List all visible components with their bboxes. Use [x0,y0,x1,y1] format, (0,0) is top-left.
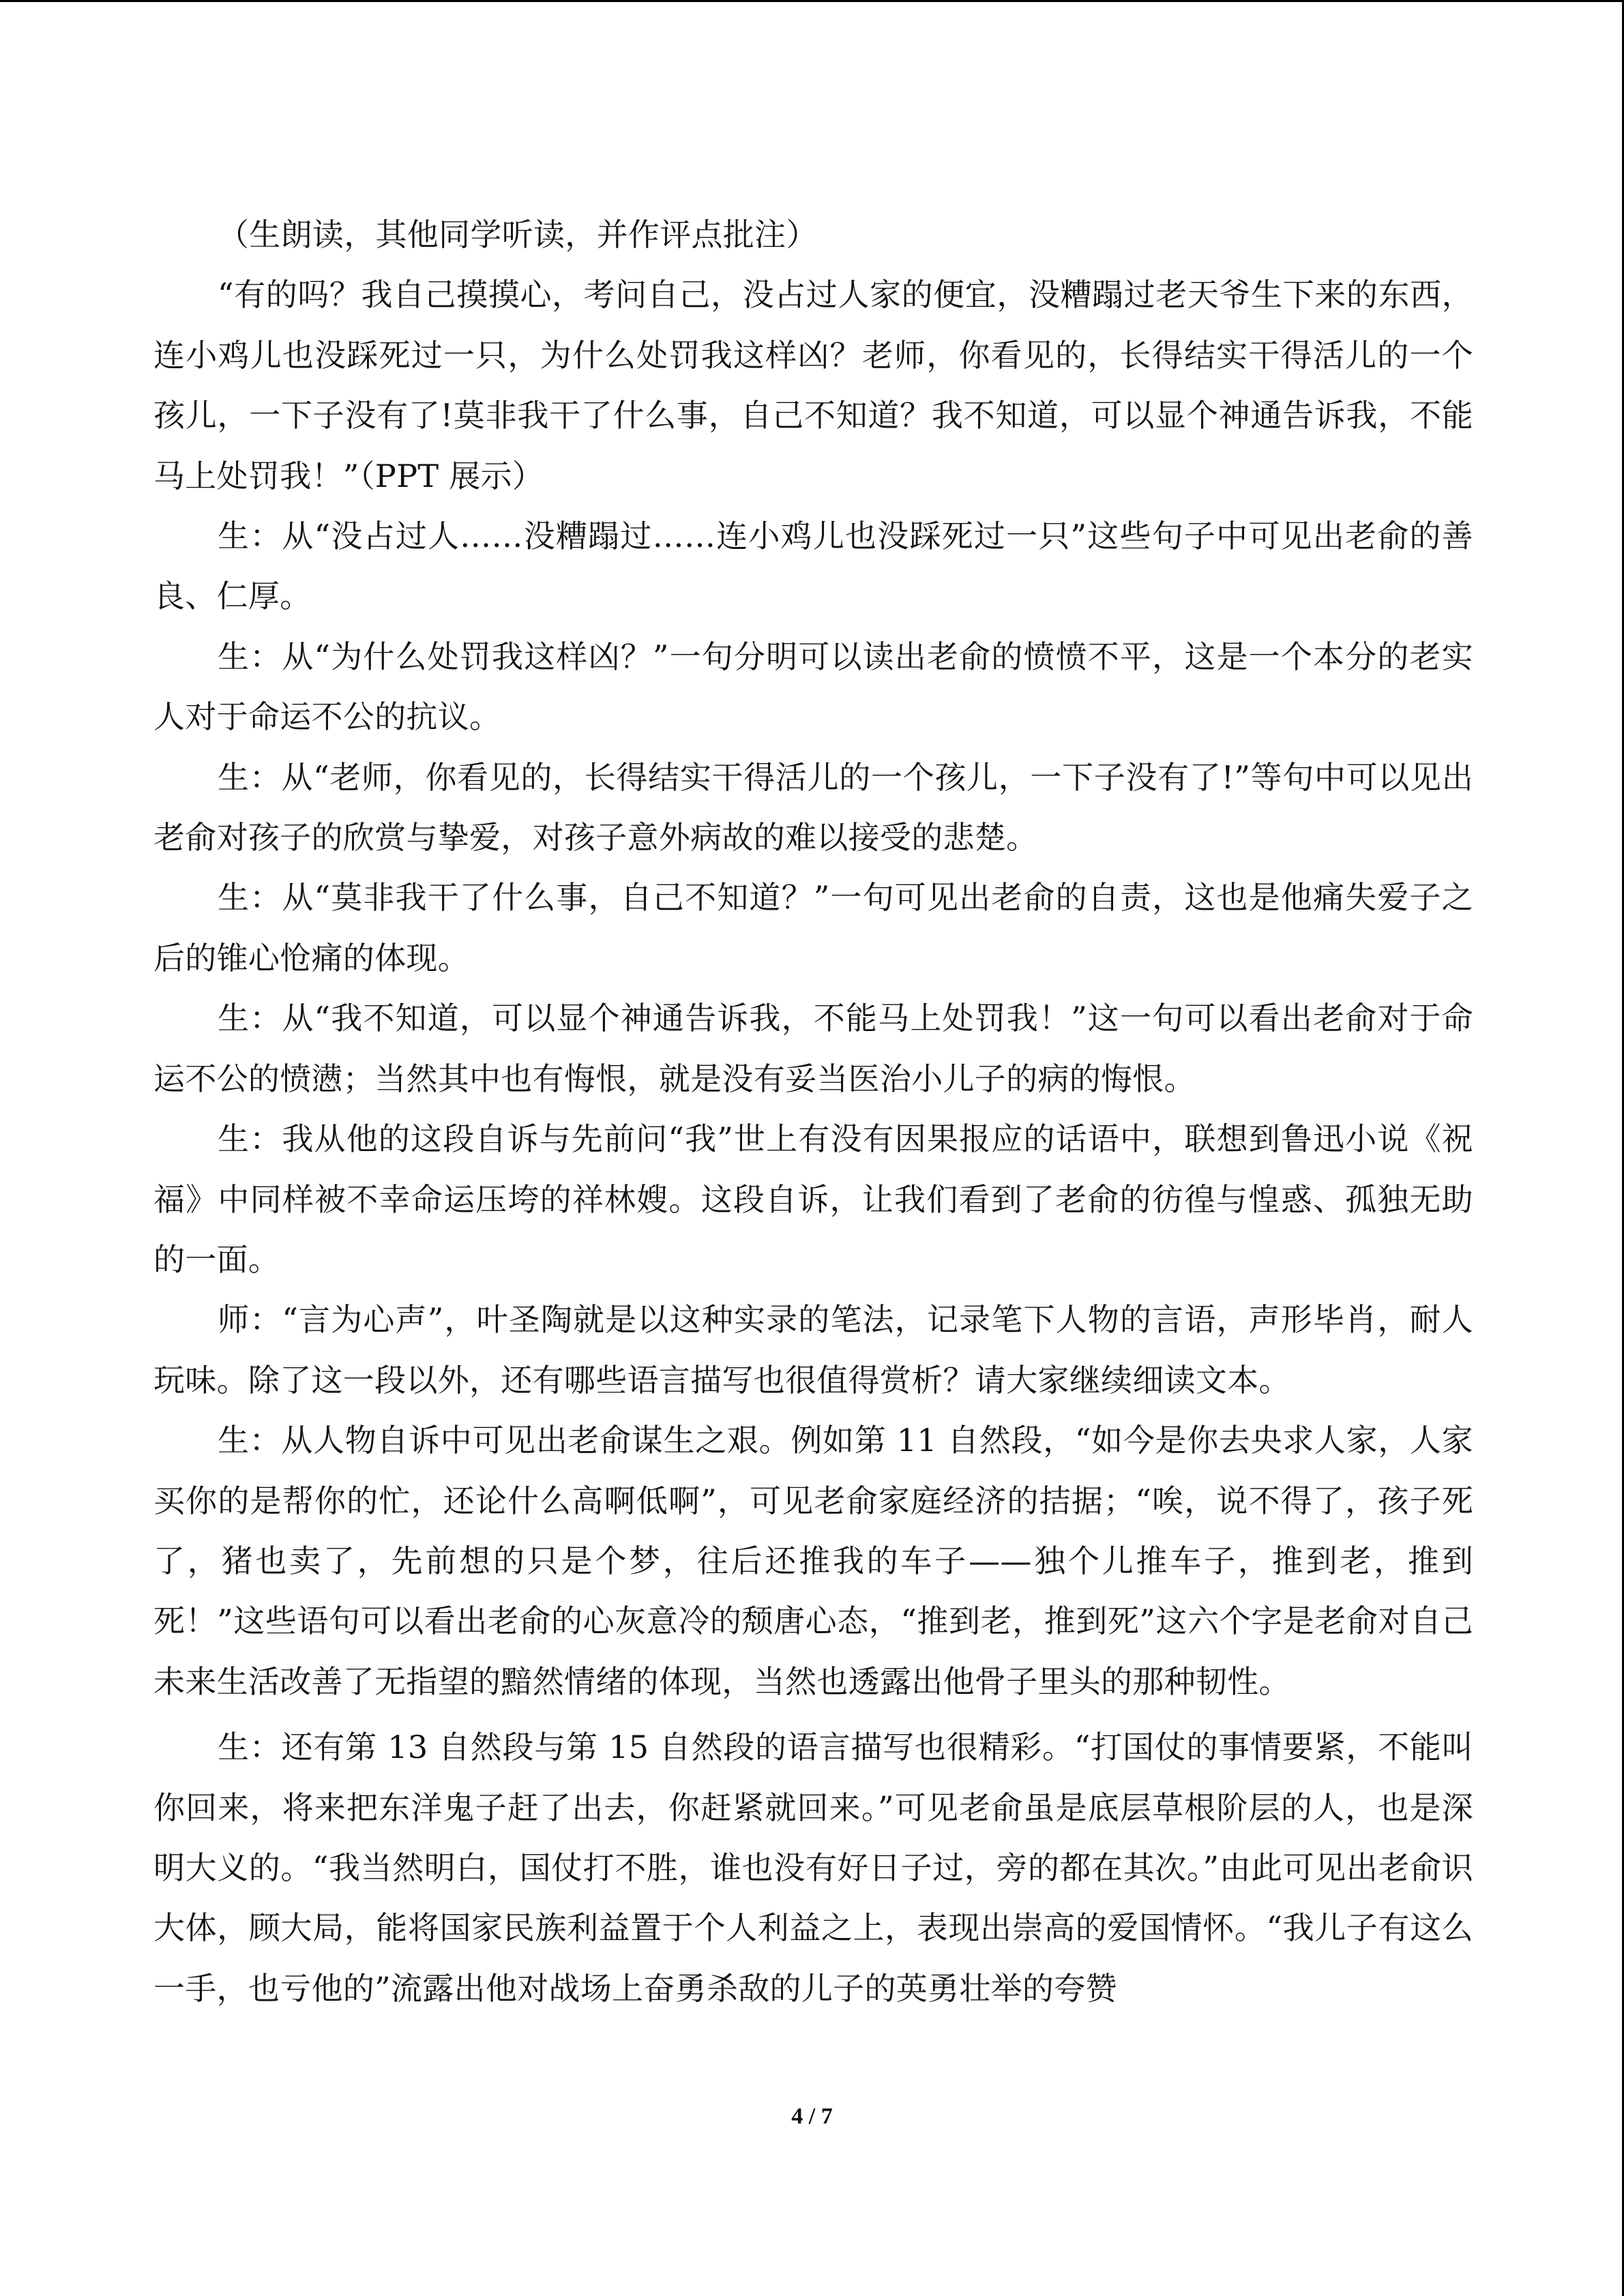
page-number: 4 / 7 [791,2104,833,2129]
top-border-line [0,0,1624,2]
paragraph-student-5: 生：从“我不知道，可以显个神通告诉我，不能马上处罚我！”这一句可以看出老俞对于命运不公的愤懑；当然其中也有悔恨，就是没有妥当医治小儿子的病的悔恨。 [153,1000,1473,1097]
paragraph-student-1: 生：从“没占过人……没糟蹋过……连小鸡儿也没踩死过一只”这些句子中可见出老俞的善良、仁厚。 [153,518,1473,615]
paragraph-stage-direction: （生朗读，其他同学听读，并作评点批注） [218,216,818,253]
paragraph-student-7: 生：从人物自诉中可见出老俞谋生之艰。例如第 11 自然段，“如今是你去央求人家，人家买你的是帮你的忙，还论什么高啊低啊”，可见老俞家庭经济的拮据；“唉，说不得了，孩子死了，猪也卖了，先前想的只是个梦，往后还推我的车子——独个儿推车子，推到老，推到死！”这些语句可以看出老俞的心灰意冷的颓唐心态，“推到老，推到死”这六个字是老俞对自己未来生活改善了无指望的黯然情绪的体现，当然也透露出他骨子里头的那种韧性。 [153,1422,1473,1700]
paragraph-student-2: 生：从“为什么处罚我这样凶？”一句分明可以读出老俞的愤愤不平，这是一个本分的老实人对于命运不公的抗议。 [153,638,1473,736]
paragraph-student-8: 生：还有第 13 自然段与第 15 自然段的语言描写也很精彩。“打国仗的事情要紧，不能叫你回来，将来把东洋鬼子赶了出去，你赶紧就回来。”可见老俞虽是底层草根阶层的人，也是深明大义的。“我当然明白，国仗打不胜，谁也没有好日子过，旁的都在其次。”由此可见出老俞识大体，顾大局，能将国家民族利益置于个人利益之上，表现出崇高的爱国情怀。“我儿子有这么一手，也亏他的”流露出他对战场上奋勇杀敌的儿子的英勇壮举的夸赞 [153,1729,1473,2007]
paragraph-student-3: 生：从“老师，你看见的，长得结实干得活儿的一个孩儿，一下子没有了!”等句中可以见出老俞对孩子的欣赏与挚爱，对孩子意外病故的难以接受的悲楚。 [153,758,1473,856]
paragraph-student-6: 生：我从他的这段自诉与先前问“我”世上有没有因果报应的话语中，联想到鲁迅小说《祝福》中同样被不幸命运压垮的祥林嫂。这段自诉，让我们看到了老俞的彷徨与惶惑、孤独无助的一面。 [153,1120,1473,1278]
paragraph-quote: “有的吗？我自己摸摸心，考问自己，没占过人家的便宜，没糟蹋过老天爷生下来的东西，连小鸡儿也没踩死过一只，为什么处罚我这样凶？老师，你看见的，长得结实干得活儿的一个孩儿，一下子没有了!莫非我干了什么事，自己不知道？我不知道，可以显个神通告诉我，不能马上处罚我！”（PPT 展示） [153,276,1473,494]
paragraph-student-4: 生：从“莫非我干了什么事，自己不知道？”一句可见出老俞的自责，这也是他痛失爱子之后的锥心怆痛的体现。 [153,879,1473,976]
document-body [153,205,1473,2018]
paragraph-teacher: 师：“言为心声”，叶圣陶就是以这种实录的笔法，记录笔下人物的言语，声形毕肖，耐人玩味。除了这一段以外，还有哪些语言描写也很值得赏析？请大家继续细读文本。 [153,1301,1473,1399]
